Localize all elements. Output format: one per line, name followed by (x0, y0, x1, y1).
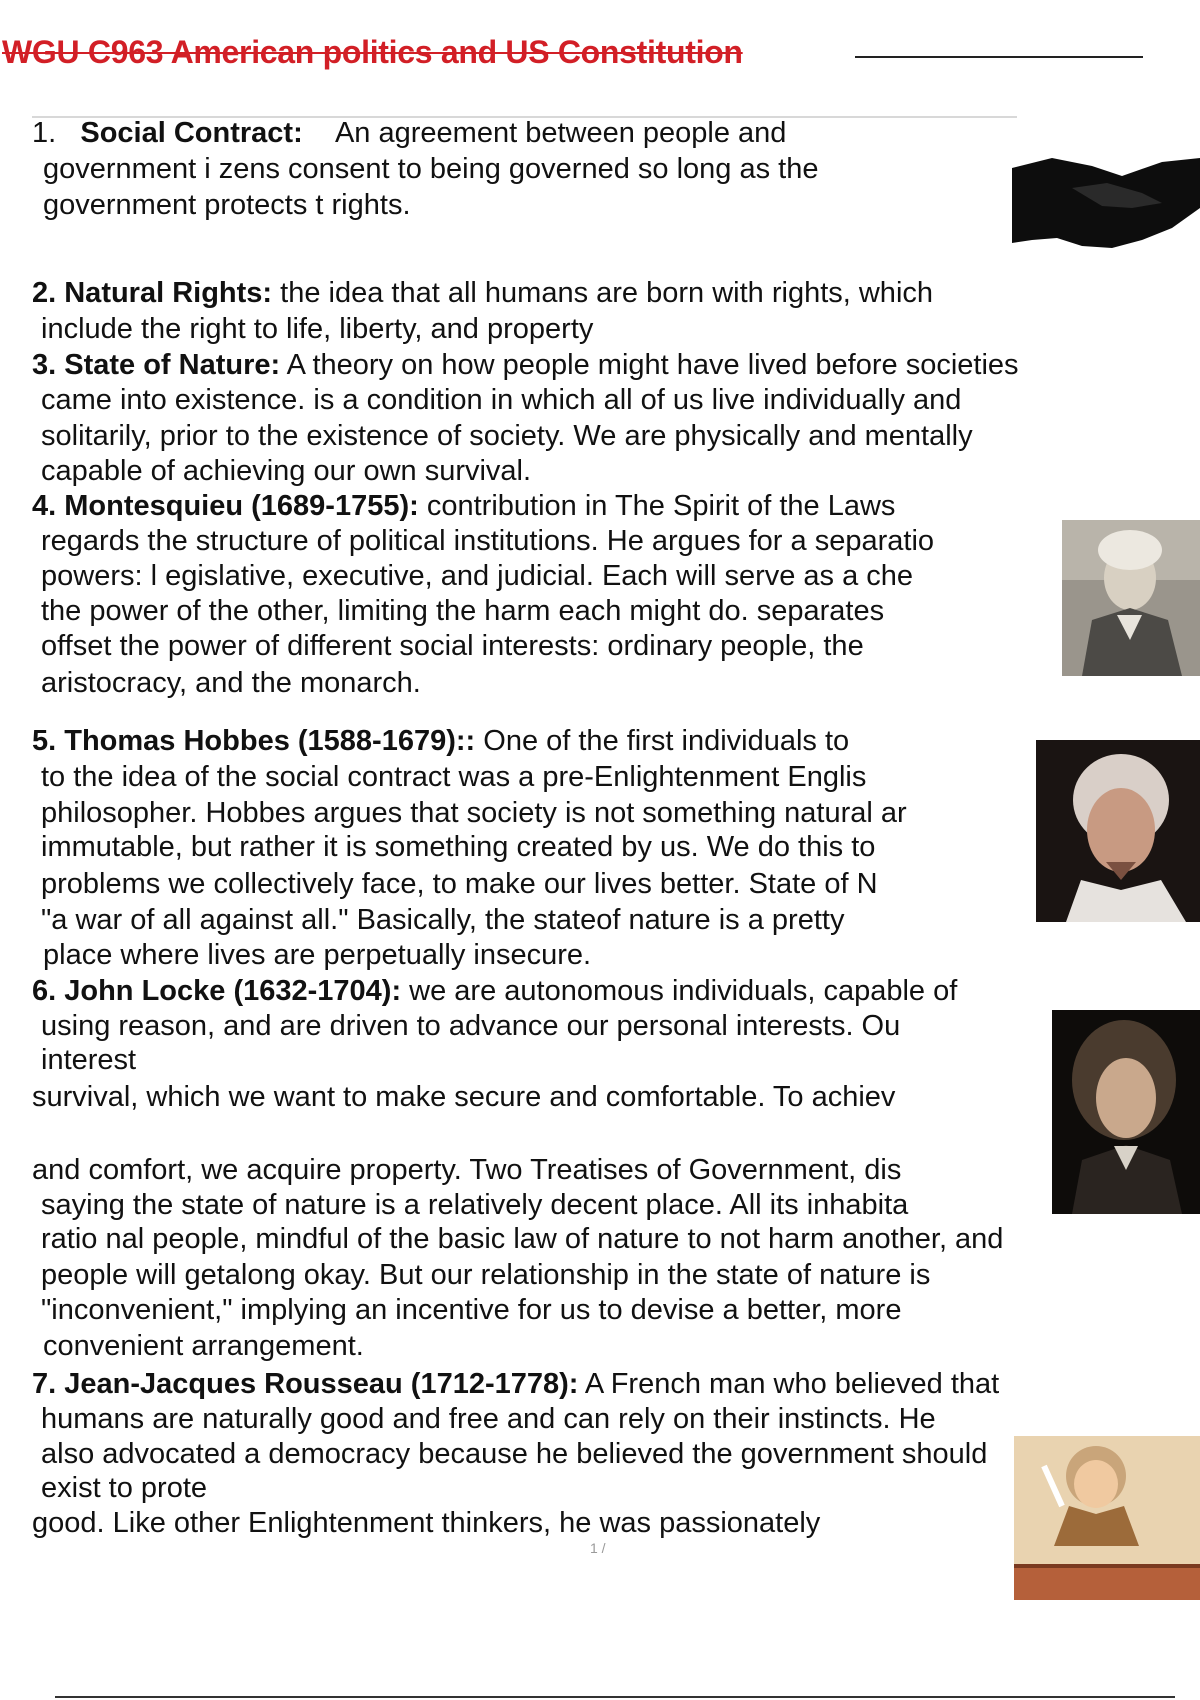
s7-line-4: exist to prote (41, 1472, 208, 1504)
hobbes-portrait-image (1036, 740, 1200, 922)
s4-line-5: offset the power of different social interests: ordinary people, the (41, 630, 864, 662)
s3-text-1: A theory on how people might have lived before societies (286, 349, 1019, 381)
s3-line-3: solitarily, prior to the existence of society. We are physically and mentally (41, 420, 973, 452)
s4-text-1: contribution in The Spirit of the Laws (426, 490, 896, 522)
s6-line-3: interest (41, 1044, 137, 1076)
s6-line-5: and comfort, we acquire property. Two Treatises of Government, dis (32, 1154, 902, 1186)
s6-line-6: saying the state of nature is a relatively decent place. All its inhabita (41, 1189, 909, 1221)
s6-line-7: ratio nal people, mindful of the basic law of nature to not harm another, and (41, 1223, 1004, 1255)
s7-line-2: humans are naturally good and free and can rely on their instincts. He (41, 1403, 936, 1435)
s2-text-1: the idea that all humans are born with rights, which (280, 277, 934, 309)
s6-term: 6. John Locke (1632-1704): (32, 975, 402, 1007)
s3-term: 3. State of Nature: (32, 349, 281, 381)
s6-line-10: convenient arrangement. (43, 1330, 364, 1362)
s5-line-6: "a war of all against all." Basically, the stateof nature is a pretty (41, 904, 845, 936)
s6-line-4: survival, which we want to make secure and comfortable. To achiev (32, 1081, 896, 1113)
s5-line-5: problems we collectively face, to make our lives better. State of N (41, 868, 878, 900)
s1-line-2: government i zens consent to being governed so long as the (43, 153, 819, 185)
s5-line-7: place where lives are perpetually insecure. (43, 939, 592, 971)
s4-line-2: regards the structure of political institutions. He argues for a separatio (41, 525, 935, 557)
title-rule (855, 56, 1143, 58)
s7-text-1: A French man who believed that (584, 1368, 1000, 1400)
s5-line-3: philosopher. Hobbes argues that society is not something natural ar (41, 797, 907, 829)
s3-line-2: came into existence. is a condition in which all of us live individually and (41, 384, 962, 416)
s3-line-1 (32, 348, 1019, 382)
s1-line-1 (32, 116, 1017, 150)
s1-term: Social Contract: (80, 117, 303, 149)
handshake-image (1012, 148, 1200, 258)
s6-line-9: "inconvenient," implying an incentive for us to devise a better, more (41, 1294, 902, 1326)
s5-line-4: immutable, but rather it is something created by us. We do this to (41, 831, 876, 863)
s3-line-4: capable of achieving our own survival. (41, 455, 532, 487)
s6-line-2: using reason, and are driven to advance our personal interests. Ou (41, 1010, 901, 1042)
s5-line-1 (32, 724, 849, 758)
s4-line-3: powers: l egislative, executive, and judicial. Each will serve as a che (41, 560, 914, 592)
s1-line-3: government protects t rights. (43, 189, 411, 221)
s2-term: 2. Natural Rights: (32, 277, 273, 309)
s7-line-1 (32, 1367, 999, 1401)
document-title: WGU C963 American politics and US Constitution (2, 34, 743, 70)
s2-line-1 (32, 276, 933, 310)
s2-line-2: include the right to life, liberty, and property (41, 313, 594, 345)
rousseau-caricature-image (1014, 1436, 1200, 1600)
locke-portrait-image (1052, 1010, 1200, 1214)
page-number: 1 / (590, 1540, 606, 1556)
s1-text-1: An agreement between people and (334, 117, 787, 149)
s5-text-1: One of the first individuals to (483, 725, 850, 757)
s7-line-3: also advocated a democracy because he believed the government should (41, 1438, 988, 1470)
s4-line-1 (32, 489, 895, 523)
s6-line-1 (32, 974, 957, 1008)
s4-line-4: the power of the other, limiting the harm each might do. separates (41, 595, 885, 627)
s7-term: 7. Jean-Jacques Rousseau (1712-1778): (32, 1368, 579, 1400)
s1-number: 1. (32, 117, 57, 149)
s6-text-1: we are autonomous individuals, capable of (409, 975, 958, 1007)
s5-line-2: to the idea of the social contract was a pre-Enlightenment Englis (41, 761, 867, 793)
s4-term: 4. Montesquieu (1689-1755): (32, 490, 419, 522)
s4-line-6: aristocracy, and the monarch. (41, 667, 421, 699)
s5-term: 5. Thomas Hobbes (1588-1679):: (32, 725, 476, 757)
page-bottom-rule (55, 1696, 1175, 1698)
s6-line-8: people will getalong okay. But our relationship in the state of nature is (41, 1259, 931, 1291)
montesquieu-portrait-image (1062, 520, 1200, 676)
s7-line-5: good. Like other Enlightenment thinkers, he was passionately (32, 1507, 821, 1539)
